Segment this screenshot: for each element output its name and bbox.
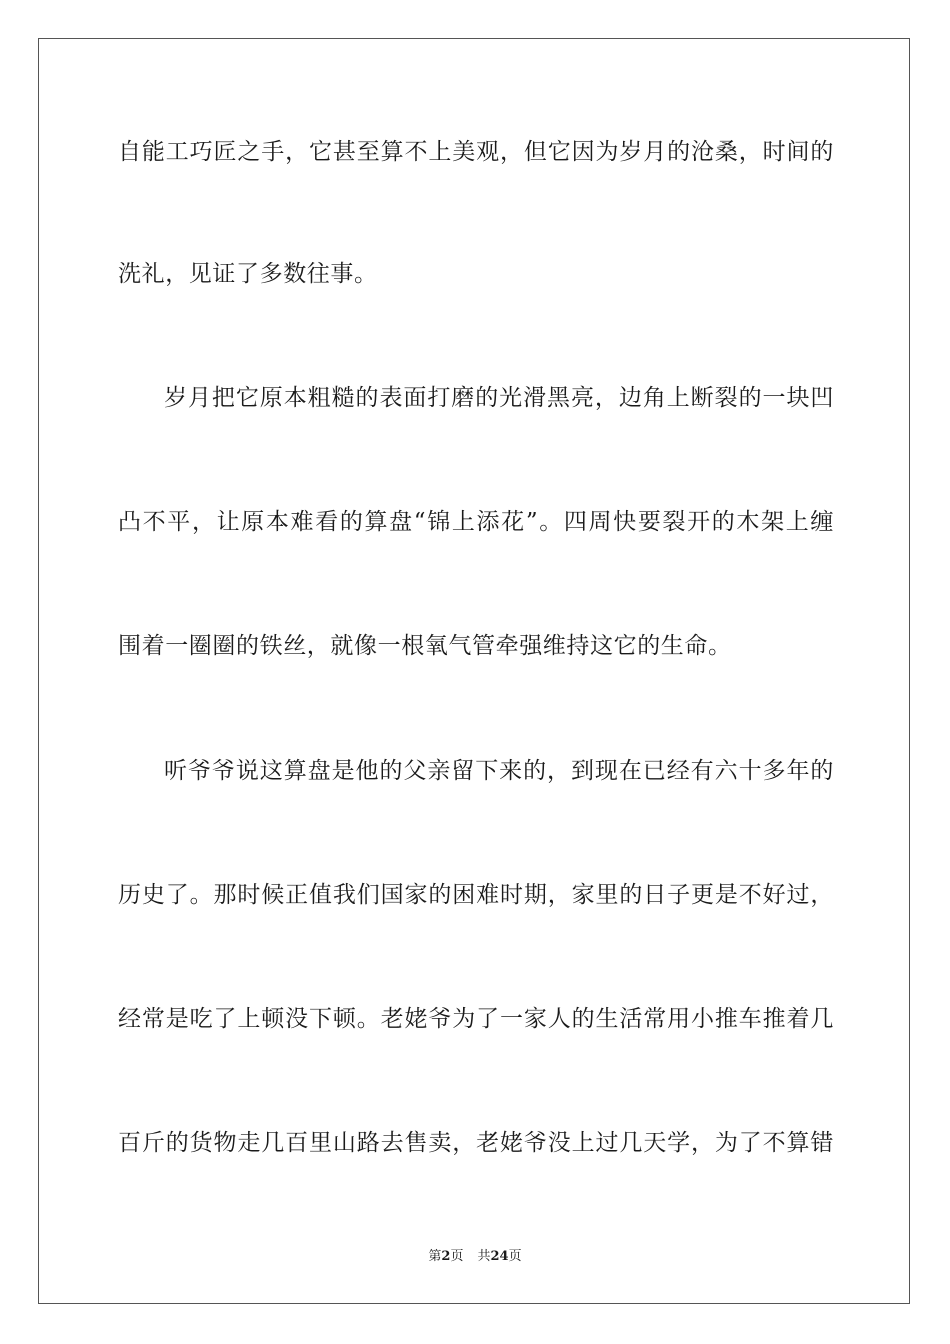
page-footer — [0, 1248, 950, 1266]
text-line-9: 百斤的货物走几百里山路去售卖，老姥爷没上过几天学，为了不算错 — [118, 1130, 834, 1156]
text-line-8: 经常是吃了上顿没下顿。老姥爷为了一家人的生活常用小推车推着几 — [118, 1006, 834, 1032]
text-line-6: 听爷爷说这算盘是他的父亲留下来的，到现在已经有六十多年的 — [164, 758, 834, 784]
total-suffix: 页 — [508, 1249, 522, 1264]
text-line-1: 自能工巧匠之手，它甚至算不上美观，但它因为岁月的沧桑，时间的 — [118, 139, 834, 165]
total-prefix: 共 — [477, 1249, 491, 1264]
page-border — [38, 38, 910, 1304]
page-total: 24 — [490, 1249, 509, 1264]
text-line-5: 围着一圈圈的铁丝，就像一根氧气管牵强维持这它的生命。 — [118, 633, 732, 659]
page-number: 2 — [441, 1249, 451, 1264]
page-prefix: 第 — [428, 1249, 442, 1264]
text-line-4: 凸不平，让原本难看的算盘“锦上添花”。四周快要裂开的木架上缠 — [118, 509, 834, 535]
text-line-2: 洗礼，见证了多数往事。 — [118, 261, 378, 287]
text-line-3: 岁月把它原本粗糙的表面打磨的光滑黑亮，边角上断裂的一块凹 — [164, 385, 834, 411]
page-suffix: 页 — [450, 1249, 464, 1264]
text-line-7: 历史了。那时候正值我们国家的困难时期，家里的日子更是不好过， — [118, 882, 834, 908]
